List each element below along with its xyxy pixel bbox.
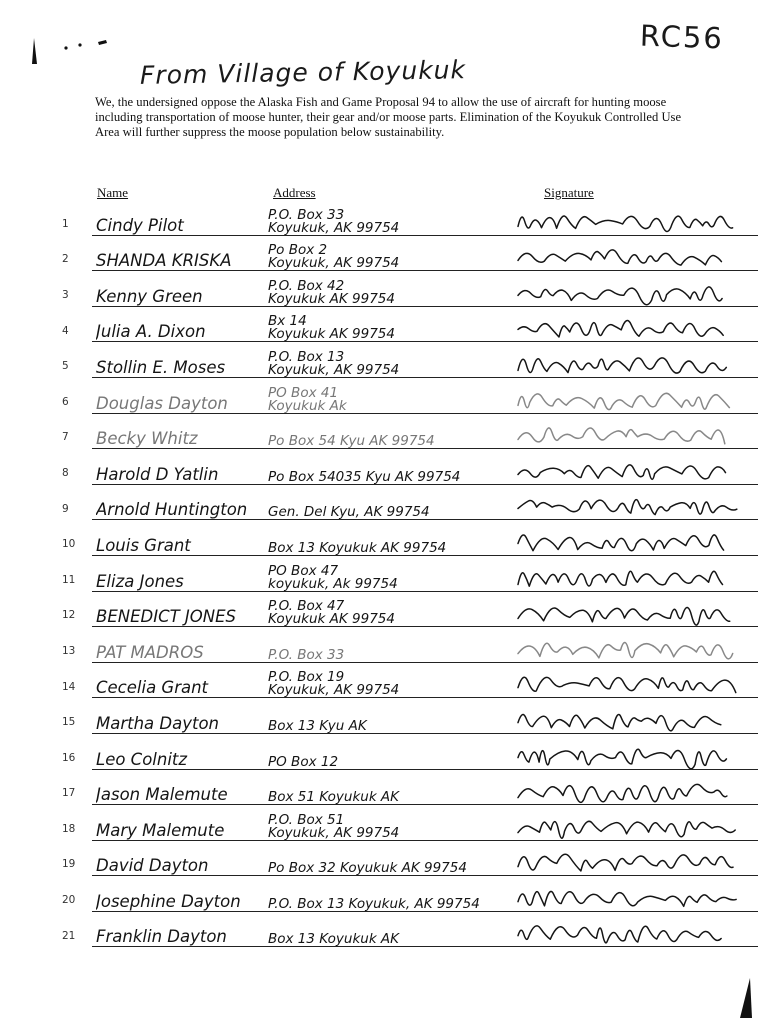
signer-signature — [512, 418, 740, 452]
signer-signature — [512, 739, 740, 773]
signer-signature — [512, 845, 740, 879]
signer-row — [58, 274, 758, 310]
address-line: Po Box 32 Koyukuk AK 99754 — [268, 862, 467, 877]
signer-row — [58, 701, 758, 737]
signature-stroke — [518, 926, 721, 943]
corner-mark — [28, 34, 118, 74]
signature-line — [92, 519, 758, 520]
address-line: Koyukuk, AK 99754 — [268, 682, 400, 699]
signer-signature — [512, 703, 740, 737]
signer-name: Josephine Dayton — [96, 891, 241, 911]
address-line: Koyukuk, AK 99754 — [268, 219, 400, 236]
signer-address — [268, 649, 512, 666]
signer-row — [58, 488, 758, 524]
signature-line — [92, 235, 758, 236]
signer-address — [268, 862, 512, 879]
row-number: 13 — [62, 644, 76, 657]
signature-stroke — [518, 358, 726, 373]
address-line: Box 13 Koyukuk AK 99754 — [268, 541, 447, 556]
address-line: Koyukuk, AK 99754 — [268, 361, 400, 378]
signer-signature — [512, 596, 740, 630]
row-number: 12 — [62, 609, 76, 622]
signer-address — [268, 542, 512, 559]
signer-name: Douglas Dayton — [96, 393, 228, 413]
address-line: P.O. Box 33 — [268, 648, 345, 663]
signature-stroke — [518, 891, 736, 906]
signer-name: PAT MADROS — [96, 642, 204, 662]
signature-line — [92, 911, 758, 912]
signer-row — [58, 844, 758, 880]
signature-stroke — [518, 535, 724, 551]
signer-signature — [512, 383, 740, 417]
signature-line — [92, 413, 758, 414]
signature-scribble — [512, 489, 740, 519]
signer-address — [268, 435, 512, 452]
row-number: 21 — [62, 929, 76, 942]
signer-address — [268, 506, 512, 523]
signer-name: Arnold Huntington — [96, 500, 248, 520]
address-line: P.O. Box 13 — [268, 350, 345, 365]
signature-line — [92, 697, 758, 698]
signer-name: Martha Dayton — [96, 713, 220, 733]
signer-address — [268, 933, 512, 950]
signer-row — [58, 808, 758, 844]
signer-row — [58, 630, 758, 666]
address-line: PO Box 12 — [268, 755, 339, 770]
signer-row — [58, 452, 758, 488]
signature-scribble — [512, 881, 740, 911]
address-line: Koyukuk, AK 99754 — [268, 255, 400, 272]
signer-row — [58, 559, 758, 595]
signer-signature — [512, 240, 740, 274]
signature-stroke — [518, 749, 726, 769]
signature-line — [92, 306, 758, 307]
signer-name: BENEDICT JONES — [96, 607, 237, 627]
column-header-name: Name — [97, 185, 129, 200]
signer-name: Jason Malemute — [96, 785, 228, 805]
column-header-address: Address — [273, 185, 316, 200]
document-code: RC56 — [639, 18, 725, 56]
row-number: 5 — [62, 360, 69, 373]
signer-address — [268, 898, 512, 915]
address-line: Koyukuk, AK 99754 — [268, 824, 400, 841]
signature-stroke — [518, 321, 723, 338]
signature-stroke — [518, 642, 733, 658]
signer-name: David Dayton — [96, 856, 209, 876]
signer-row — [58, 203, 758, 239]
signature-line — [92, 733, 758, 734]
signer-name: Leo Colnitz — [96, 749, 188, 769]
address-line: Koyukuk Ak — [268, 397, 347, 414]
signature-stroke — [518, 678, 736, 693]
signer-name: Stollin E. Moses — [96, 357, 226, 377]
signature-scribble — [512, 810, 740, 840]
row-number: 4 — [62, 324, 69, 337]
signer-address — [268, 791, 512, 808]
signer-name: Cindy Pilot — [96, 215, 184, 235]
signer-row — [58, 666, 758, 702]
row-number: 17 — [62, 787, 76, 800]
row-number: 11 — [62, 573, 76, 586]
signature-stroke — [518, 571, 723, 586]
signature-scribble — [512, 561, 740, 591]
signer-name: Kenny Green — [96, 286, 203, 306]
signature-line — [92, 946, 758, 947]
signature-scribble — [512, 596, 740, 626]
signature-stroke — [518, 608, 730, 625]
signature-scribble — [512, 739, 740, 769]
signature-line — [92, 804, 758, 805]
address-line: P.O. Box 13 Koyukuk, AK 99754 — [268, 897, 480, 912]
signer-row — [58, 915, 758, 951]
signature-line — [92, 341, 758, 342]
signature-scribble — [512, 311, 740, 341]
address-line: Gen. Del Kyu, AK 99754 — [268, 506, 430, 521]
signature-line — [92, 840, 758, 841]
signature-scribble — [512, 845, 740, 875]
signature-stroke — [518, 428, 725, 444]
signature-stroke — [518, 500, 737, 515]
address-line: PO Box 41 — [268, 386, 339, 401]
signer-name: Harold D Yatlin — [96, 464, 219, 484]
address-line: P.O. Box 19 — [268, 671, 345, 686]
signature-line — [92, 484, 758, 485]
address-line: Po Box 54035 Kyu AK 99754 — [268, 470, 461, 485]
signer-row — [58, 417, 758, 453]
signer-row — [58, 595, 758, 631]
signer-signature — [512, 810, 740, 844]
row-number: 9 — [62, 502, 69, 515]
signer-row — [58, 773, 758, 809]
signer-list — [58, 203, 758, 950]
signer-name: Cecelia Grant — [96, 678, 209, 698]
signer-row — [58, 879, 758, 915]
signature-scribble — [512, 916, 740, 946]
signer-name: Mary Malemute — [96, 820, 225, 840]
signature-scribble — [512, 347, 740, 377]
address-line: Bx 14 — [268, 315, 307, 330]
address-line: P.O. Box 47 — [268, 600, 345, 615]
address-line: P.O. Box 42 — [268, 279, 345, 294]
signature-stroke — [518, 854, 733, 871]
signature-line — [92, 875, 758, 876]
row-number: 10 — [62, 538, 76, 551]
column-header-signature: Signature — [544, 185, 594, 200]
address-line: Koyukuk AK 99754 — [268, 326, 395, 343]
signature-line — [92, 591, 758, 592]
row-number: 15 — [62, 716, 76, 729]
signer-row — [58, 523, 758, 559]
signature-scribble — [512, 418, 740, 448]
signature-stroke — [518, 216, 733, 231]
signature-stroke — [518, 287, 722, 305]
row-number: 1 — [62, 217, 69, 230]
signer-signature — [512, 311, 740, 345]
signature-line — [92, 555, 758, 556]
address-line: Po Box 2 — [268, 244, 328, 259]
signature-scribble — [512, 703, 740, 733]
signer-row — [58, 345, 758, 381]
signer-name: Eliza Jones — [96, 571, 184, 591]
signer-name: Julia A. Dixon — [96, 322, 206, 342]
address-line: PO Box 47 — [268, 564, 339, 579]
row-number: 14 — [62, 680, 76, 693]
signer-signature — [512, 632, 740, 666]
signer-signature — [512, 881, 740, 915]
signature-line — [92, 769, 758, 770]
address-line: Po Box 54 Kyu AK 99754 — [268, 435, 435, 450]
signer-name: Louis Grant — [96, 535, 191, 555]
signature-line — [92, 377, 758, 378]
signer-name: Becky Whitz — [96, 429, 198, 449]
signature-line — [92, 626, 758, 627]
signature-stroke — [518, 821, 735, 838]
signature-scribble — [512, 205, 740, 235]
signature-scribble — [512, 383, 740, 413]
signer-signature — [512, 525, 740, 559]
row-number: 18 — [62, 822, 76, 835]
petition-statement: We, the undersigned oppose the Alaska Fish and Game Proposal 94 to allow the use of aircraft for hunting moose including transportation of moose hunter, their gear and/or moose parts. Elimination of the Koyukuk Controlled Use Area will further suppress the moose population below sustainability. — [95, 95, 682, 139]
address-line: P.O. Box 51 — [268, 813, 345, 828]
row-number: 3 — [62, 288, 69, 301]
row-number: 8 — [62, 466, 69, 479]
row-number: 7 — [62, 431, 69, 444]
row-number: 6 — [62, 395, 69, 408]
signer-signature — [512, 276, 740, 310]
signer-signature — [512, 561, 740, 595]
signer-row — [58, 381, 758, 417]
signature-scribble — [512, 632, 740, 662]
signer-name: Franklin Dayton — [96, 927, 227, 947]
signer-signature — [512, 916, 740, 950]
signature-scribble — [512, 774, 740, 804]
row-number: 2 — [62, 253, 69, 266]
signature-line — [92, 662, 758, 663]
signer-signature — [512, 774, 740, 808]
signer-address — [268, 471, 512, 488]
signature-scribble — [512, 454, 740, 484]
signer-name: SHANDA KRISKA — [96, 251, 232, 271]
signer-row — [58, 737, 758, 773]
address-line: Box 51 Koyukuk AK — [268, 791, 400, 806]
row-number: 16 — [62, 751, 76, 764]
signer-signature — [512, 454, 740, 488]
address-line: Box 13 Kyu AK — [268, 719, 367, 734]
signature-stroke — [518, 393, 729, 409]
corner-mark-bottom — [736, 976, 756, 1020]
signature-stroke — [518, 465, 726, 479]
address-line: P.O. Box 33 — [268, 208, 345, 223]
signer-address — [268, 720, 512, 737]
signature-line — [92, 270, 758, 271]
signature-stroke — [518, 250, 721, 265]
address-line: Box 13 Koyukuk AK — [268, 933, 400, 948]
address-line: Koyukuk AK 99754 — [268, 290, 395, 307]
page-title: From Village of Koyukuk — [139, 55, 467, 90]
signer-signature — [512, 205, 740, 239]
row-number: 19 — [62, 858, 76, 871]
signer-signature — [512, 347, 740, 381]
signature-scribble — [512, 276, 740, 306]
signature-line — [92, 448, 758, 449]
signer-row — [58, 239, 758, 275]
signature-stroke — [518, 714, 721, 730]
signature-stroke — [518, 784, 727, 802]
signature-scribble — [512, 525, 740, 555]
signature-scribble — [512, 667, 740, 697]
row-number: 20 — [62, 894, 76, 907]
signer-row — [58, 310, 758, 346]
signature-scribble — [512, 240, 740, 270]
signer-signature — [512, 489, 740, 523]
signer-signature — [512, 667, 740, 701]
signer-address — [268, 756, 512, 773]
address-line: koyukuk, Ak 99754 — [268, 575, 398, 592]
address-line: Koyukuk AK 99754 — [268, 611, 395, 628]
